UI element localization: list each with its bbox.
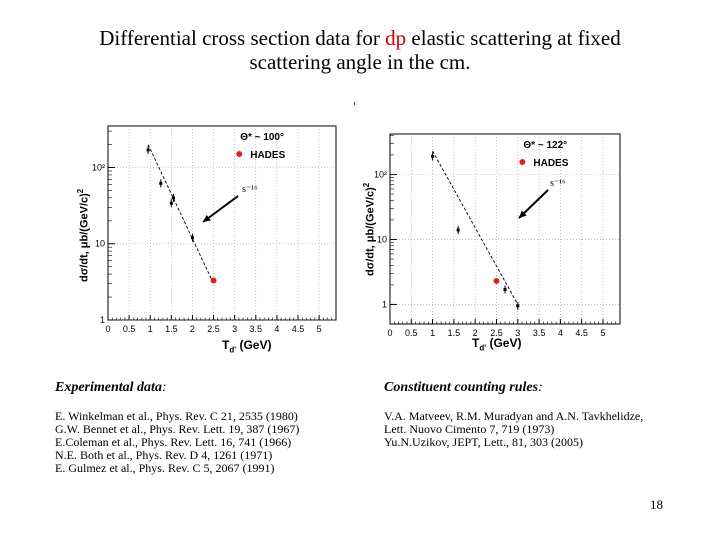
title-line-1: Differential cross section data for dp elastic scattering at fixed xyxy=(99,26,621,50)
scaling-annotation: s⁻¹⁶ xyxy=(242,184,258,195)
ref-item: V.A. Matveev, R.M. Muradyan and A.N. Tavkhelidze, xyxy=(384,409,644,423)
counting-rules-refs xyxy=(384,410,643,449)
data-point xyxy=(516,304,519,307)
y-tick-label: 10² xyxy=(373,169,387,180)
x-tick-label: 1.5 xyxy=(165,324,178,334)
chart-left xyxy=(72,116,344,356)
legend-angle-label: Θ* ~ 100° xyxy=(240,132,284,143)
y-tick-label: 1 xyxy=(381,299,387,310)
plot-right xyxy=(356,126,628,356)
x-tick-label: 5 xyxy=(600,328,606,338)
x-tick-label: 3.5 xyxy=(249,324,263,334)
ref-item: E. Winkelman et al., Phys. Rev. C 21, 2535 (1980) xyxy=(55,409,298,423)
data-point xyxy=(159,182,162,185)
title-line-2: scattering angle in the cm. xyxy=(249,50,471,74)
legend-hades-marker xyxy=(519,159,525,165)
x-tick-label: 1 xyxy=(430,328,436,338)
experimental-refs xyxy=(55,410,299,475)
ref-item: E.Coleman et al., Phys. Rev. Lett. 16, 741 (1966) xyxy=(55,435,292,449)
data-point xyxy=(457,228,460,231)
plot-left xyxy=(72,116,344,356)
legend-angle-label: Θ* ~ 122° xyxy=(523,140,568,151)
chart-right xyxy=(356,126,628,356)
x-tick-label: 0 xyxy=(387,328,393,338)
ref-item: N.E. Both et al., Phys. Rev. D 4, 1261 (1971) xyxy=(55,448,273,462)
page-number: 18 xyxy=(650,497,663,512)
legend-hades-label: HADES xyxy=(533,158,569,169)
plot-frame xyxy=(108,126,336,320)
data-point xyxy=(191,236,194,239)
x-tick-label: 2.5 xyxy=(490,328,503,338)
experimental-data-heading: Experimental data: xyxy=(55,380,167,395)
red-mark xyxy=(354,102,355,105)
x-tick-label: 4 xyxy=(274,324,280,334)
ref-item: G.W. Bennet et al., Phys. Rev. Lett. 19, 387 (1967) xyxy=(55,422,300,436)
x-tick-label: 4.5 xyxy=(575,328,588,338)
x-tick-label: 2 xyxy=(189,324,195,334)
data-point xyxy=(170,202,173,205)
ref-item: Lett. Nuovo Cimento 7, 719 (1973) xyxy=(384,422,555,436)
ref-item: E. Gulmez et al., Phys. Rev. C 5, 2067 (1991) xyxy=(55,461,275,475)
y-axis-label-left: dσ/dt, $\mu b/(GeV/c)^2$ xyxy=(76,188,91,282)
x-tick-label: 4.5 xyxy=(291,324,305,334)
x-tick-label: 3.5 xyxy=(532,328,546,338)
data-point xyxy=(172,196,175,199)
ref-item: Yu.N.Uzikov, JEPT, Lett., 81, 303 (2005) xyxy=(384,435,583,449)
y-tick-label: 10² xyxy=(91,162,105,173)
hades-point xyxy=(211,277,217,283)
x-tick-label: 0.5 xyxy=(405,328,418,338)
x-tick-label: 3 xyxy=(515,328,521,338)
x-tick-label: 4 xyxy=(557,328,563,338)
x-tick-label: 3 xyxy=(232,324,238,334)
y-tick-label: 10 xyxy=(376,234,387,245)
x-tick-label: 2.5 xyxy=(207,324,220,334)
legend-hades-marker xyxy=(236,151,242,157)
x-axis-label-right: $T_{d'}$ (GeV) xyxy=(472,336,522,353)
data-point xyxy=(431,155,434,158)
x-tick-label: 0 xyxy=(105,324,111,334)
counting-rules-heading: Constituent counting rules: xyxy=(384,380,543,395)
x-axis-label-left: $T_{d'}$ (GeV) xyxy=(222,338,272,355)
data-point xyxy=(504,288,507,291)
x-tick-label: 5 xyxy=(316,324,322,334)
x-tick-label: 2 xyxy=(472,328,478,338)
x-tick-label: 1.5 xyxy=(447,328,461,338)
slide-title xyxy=(0,26,720,74)
legend-hades-label: HADES xyxy=(250,150,286,161)
hades-point xyxy=(493,278,499,284)
title-highlight-dp: dp xyxy=(385,26,407,50)
y-tick-label: 10 xyxy=(94,238,105,249)
y-tick-label: 1 xyxy=(99,315,105,325)
x-tick-label: 1 xyxy=(147,324,153,334)
plot-frame xyxy=(390,134,620,324)
fit-line xyxy=(148,145,213,284)
x-tick-label: 0.5 xyxy=(122,324,136,334)
y-axis-label-right: dσ/dt, $\mu b/(GeV/c)^2$ xyxy=(362,182,377,276)
scaling-annotation: s⁻¹⁶ xyxy=(550,178,566,189)
data-point xyxy=(147,148,150,151)
